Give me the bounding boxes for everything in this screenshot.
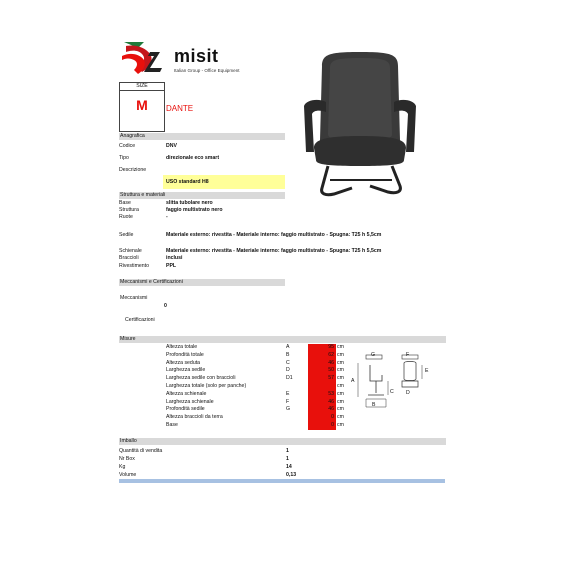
misure-unit: cm — [337, 367, 344, 374]
rivestimento-value: PPL — [166, 263, 177, 269]
diagram-letter-f: F — [406, 352, 410, 358]
diagram-letter-e: E — [425, 368, 429, 374]
brand-tagline: Italian Group - Office Equipment — [174, 68, 240, 73]
product-name: DANTE — [166, 104, 194, 113]
codice-label: Codice — [119, 143, 136, 149]
misure-value: 0 — [331, 422, 334, 428]
meccanismi-label: Meccanismi — [120, 295, 148, 301]
misure-code: C — [286, 359, 290, 366]
schienale-value: Materiale esterno: rivestita - Materiale interno: faggio multistrato - Spugna: T25 h 5,5cm — [166, 248, 382, 254]
certificazioni-label: Certificazioni — [125, 317, 155, 323]
quantita-value: 1 — [286, 448, 289, 454]
section-meccanismi: Meccanismi e Certificazioni — [119, 279, 285, 286]
diagram-letter-a: A — [351, 378, 355, 384]
misure-code: G — [286, 406, 291, 413]
logo-swoosh-icon — [120, 38, 180, 80]
quantita-label: Quantità di vendita — [119, 448, 163, 454]
meccanismi-value: 0 — [164, 303, 167, 309]
struttura-label: Struttura — [119, 207, 139, 213]
codice-value: DNV — [166, 143, 177, 149]
misure-unit: cm — [337, 351, 344, 358]
braccioli-label: Braccioli — [119, 255, 139, 261]
ruote-value: - — [166, 214, 168, 220]
section-misure: Misure — [119, 336, 446, 343]
misure-value: 46 — [328, 398, 334, 405]
misure-value: 57 — [328, 375, 334, 382]
misure-value: 0 — [331, 414, 334, 421]
misure-label: Base — [166, 422, 178, 428]
volume-label: Volume — [119, 472, 137, 478]
brand-logo — [120, 38, 250, 82]
misure-label: Altezza schienale — [166, 390, 207, 397]
schienale-label: Schienale — [119, 248, 142, 254]
misure-unit: cm — [337, 359, 344, 366]
misure-code: D1 — [286, 375, 293, 382]
misure-value: 46 — [328, 406, 334, 413]
descrizione-highlight — [163, 175, 285, 189]
misure-label: Altezza braccioli da terra — [166, 414, 223, 421]
kg-label: Kg — [119, 464, 126, 470]
misure-value: 50 — [328, 367, 334, 374]
misure-unit: cm — [337, 375, 344, 382]
sedile-value: Materiale esterno: rivestita - Materiale interno: faggio multistrato - Spugna: T25 h 5,5cm — [166, 232, 382, 238]
sedile-label: Sedile — [119, 232, 134, 238]
size-label: SIZE — [120, 83, 164, 91]
diagram-letter-g: G — [371, 352, 376, 358]
section-struttura: Struttura e materiali — [119, 192, 285, 199]
kg-value: 14 — [286, 464, 292, 470]
descrizione-label: Descrizione — [119, 167, 147, 173]
misure-code: F — [286, 398, 290, 405]
base-value: slitta tubolare nero — [166, 200, 213, 206]
brand-name: misit — [174, 46, 219, 66]
diagram-letter-d: D — [406, 390, 410, 396]
tipo-label: Tipo — [119, 155, 129, 161]
misure-label: Altezza totale — [166, 344, 198, 350]
base-label: Base — [119, 200, 131, 206]
size-value: M — [136, 97, 148, 113]
size-box — [119, 82, 165, 132]
descrizione-value: USO standard H8 — [166, 179, 209, 185]
rivestimento-label: Rivestimento — [119, 263, 149, 269]
misure-unit: cm — [337, 344, 344, 350]
diagram-letter-b: B — [372, 402, 376, 408]
misure-code: D — [286, 367, 290, 374]
misure-value: 95 — [328, 344, 334, 350]
misure-unit: cm — [337, 414, 344, 421]
misure-unit: cm — [337, 422, 344, 428]
misure-code: B — [286, 351, 290, 358]
misure-unit: cm — [337, 383, 344, 389]
nrbox-value: 1 — [286, 456, 289, 462]
misure-code: A — [286, 344, 290, 350]
section-anagrafica: Anagrafica — [119, 133, 285, 140]
nrbox-label: Nr Box — [119, 456, 135, 462]
footer-rule — [119, 479, 445, 483]
misure-unit: cm — [337, 406, 344, 413]
tipo-value: direzionale eco smart — [166, 155, 220, 161]
diagram-letter-c: C — [390, 389, 394, 395]
misure-label: Larghezza sedile con braccioli — [166, 375, 236, 382]
misure-label: Larghezza sedile — [166, 367, 206, 374]
chair-image — [300, 48, 420, 200]
misure-code: E — [286, 390, 290, 397]
misure-label: Profondità sedile — [166, 406, 205, 413]
ruote-label: Ruote — [119, 214, 133, 220]
braccioli-value: inclusi — [166, 255, 183, 261]
misure-label: Profondità totale — [166, 351, 204, 358]
misure-unit: cm — [337, 398, 344, 405]
section-imballo: Imballo — [119, 438, 446, 445]
volume-value: 0,13 — [286, 472, 297, 478]
dimension-diagram-icon — [346, 351, 428, 409]
misure-value: 53 — [328, 390, 334, 397]
misure-label: Larghezza totale (solo per panche) — [166, 383, 247, 389]
misure-label: Larghezza schienale — [166, 398, 214, 405]
misure-value: 46 — [328, 359, 334, 366]
misure-unit: cm — [337, 390, 344, 397]
struttura-value: faggio multistrato nero — [166, 207, 223, 213]
misure-value: 62 — [328, 351, 334, 358]
misure-label: Altezza seduta — [166, 359, 201, 366]
